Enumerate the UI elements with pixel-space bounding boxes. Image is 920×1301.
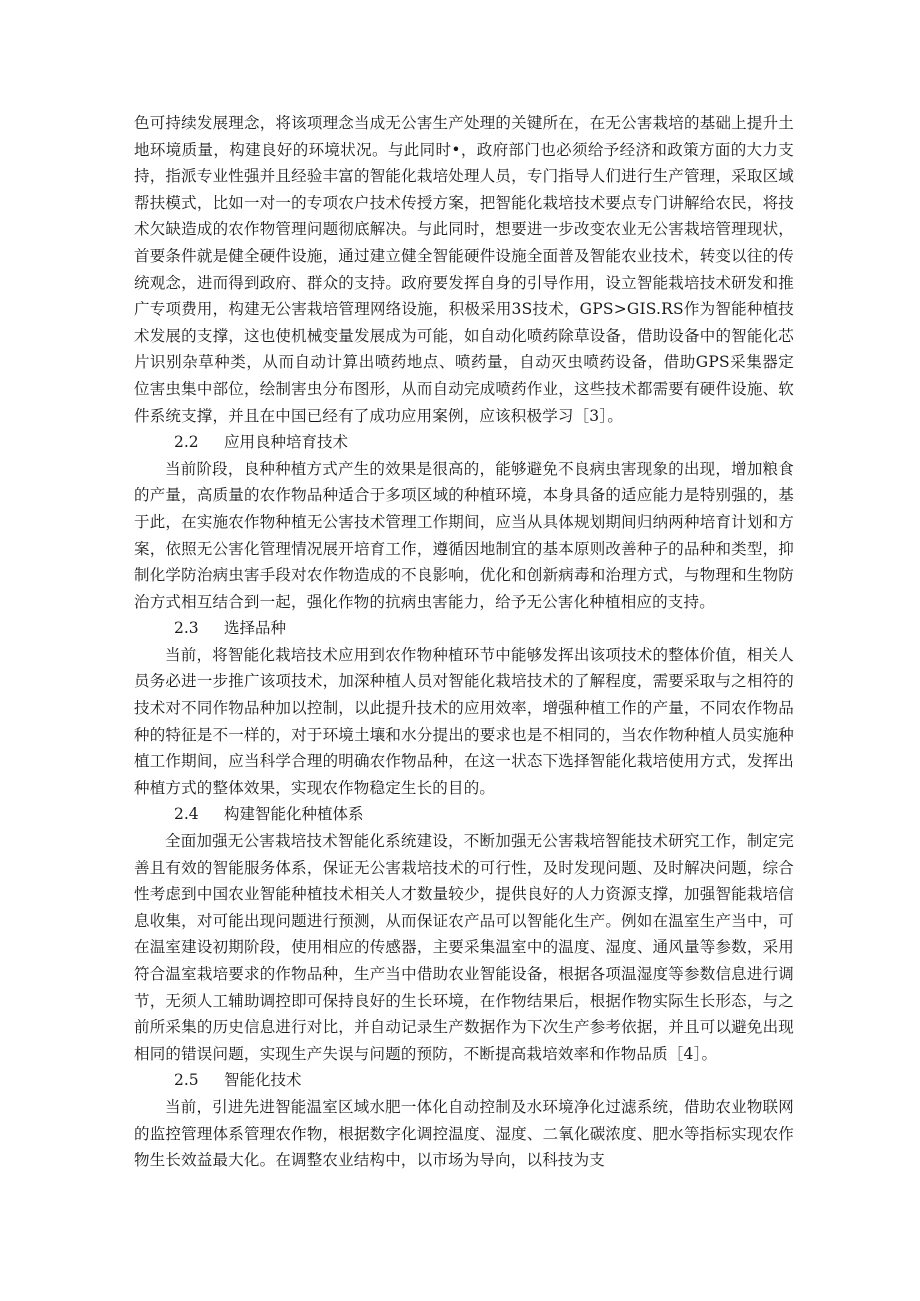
document-page [134,110,794,1174]
paragraph-2-2: 当前阶段，良种种植方式产生的效果是很高的，能够避免不良病虫害现象的出现，增加粮食的产量，高质量的农作物品种适合于多项区域的种植环境，本身具备的适应能力是特别强的，基于此，在实施农作物种植无公害技术管理工作期间，应当从具体规划期间归纳两种培育计划和方案，依照无公害化管理情况展开培育工作，遵循因地制宜的基本原则改善种子的品种和类型，抑制化学防治病虫害手段对农作物造成的不良影响，优化和创新病毒和治理方式，与物理和生物防治方式相互结合到一起，强化作物的抗病虫害能力，给予无公害化种植相应的支持。 [134,459,794,611]
section-number: 2.3 [174,619,199,638]
section-title: 应用良种培育技术 [224,433,349,452]
section-title: 选择品种 [224,619,287,638]
section-number: 2.2 [174,433,199,452]
section-heading-2-2 [134,429,794,456]
section-heading-2-3 [134,615,794,642]
section-title: 智能化技术 [224,1071,302,1090]
paragraph-intro: 色可持续发展理念，将该项理念当成无公害生产处理的关键所在，在无公害栽培的基础上提升土地环境质量，构建良好的环境状况。与此同时•，政府部门也必须给予经济和政策方面的大力支持，指派专业性强并且经验丰富的智能化栽培处理人员，专门指导人们进行生产管理，采取区域帮扶模式，比如一对一的专项农户技术传授方案，把智能化栽培技术要点专门讲解给农民，将技术欠缺造成的农作物管理问题彻底解决。与此同时，想要进一步改变农业无公害栽培管理现状，首要条件就是健全硬件设施，通过建立健全智能硬件设施全面普及智能农业技术，转变以往的传统观念，进而得到政府、群众的支持。政府要发挥自身的引导作用，设立智能栽培技术研发和推广专项费用，构建无公害栽培管理网络设施，积极采用3S技术，GPS>GIS.RS作为智能种植技术发展的支撑，这也使机械变量发展成为可能，如自动化喷药除草设备，借助设备中的智能化芯片识别杂草种类，从而自动计算出喷药地点、喷药量，自动灭虫喷药设备，借助GPS采集器定位害虫集中部位，绘制害虫分布图形，从而自动完成喷药作业，这些技术都需要有硬件设施、软件系统支撑，并且在中国已经有了成功应用案例，应该积极学习［3］。 [134,114,794,425]
section-number: 2.5 [174,1071,199,1090]
section-heading-2-4 [134,801,794,828]
section-heading-2-5 [134,1067,794,1094]
paragraph-2-5: 当前，引进先进智能温室区域水肥一体化自动控制及水环境净化过滤系统，借助农业物联网的监控管理体系管理农作物，根据数字化调控温度、湿度、二氧化碳浓度、肥水等指标实现农作物生长效益最大化。在调整农业结构中，以市场为导向，以科技为支 [134,1097,794,1170]
paragraph-2-4: 全面加强无公害栽培技术智能化系统建设，不断加强无公害栽培智能技术研究工作，制定完善且有效的智能服务体系，保证无公害栽培技术的可行性，及时发现问题、及时解决问题，综合性考虑到中国农业智能种植技术相关人才数量较少，提供良好的人力资源支撑，加强智能栽培信息收集，对可能出现问题进行预测，从而保证农产品可以智能化生产。例如在温室生产当中，可在温室建设初期阶段，使用相应的传感器，主要采集温室中的温度、湿度、通风量等参数，采用符合温室栽培要求的作物品种，生产当中借助农业智能设备，根据各项温湿度等参数信息进行调节，无须人工辅助调控即可保持良好的生长环境，在作物结果后，根据作物实际生长形态，与之前所采集的历史信息进行对比，并自动记录生产数据作为下次生产参考依据，并且可以避免出现相同的错误问题，实现生产失误与问题的预防，不断提高栽培效率和作物品质［4］。 [134,832,794,1063]
section-number: 2.4 [174,805,199,824]
section-title: 构建智能化种植体系 [224,805,364,824]
paragraph-2-3: 当前，将智能化栽培技术应用到农作物种植环节中能够发挥出该项技术的整体价值，相关人员务必进一步推广该项技术，加深种植人员对智能化栽培技术的了解程度，需要采取与之相符的技术对不同作物品种加以控制，以此提升技术的应用效率，增强种植工作的产量，不同农作物品种的特征是不一样的，对于环境土壤和水分提出的要求也是不相同的，当农作物种植人员实施种植工作期间，应当科学合理的明确农作物品种，在这一状态下选择智能化栽培使用方式，发挥出种植方式的整体效果，实现农作物稳定生长的目的。 [134,645,794,797]
